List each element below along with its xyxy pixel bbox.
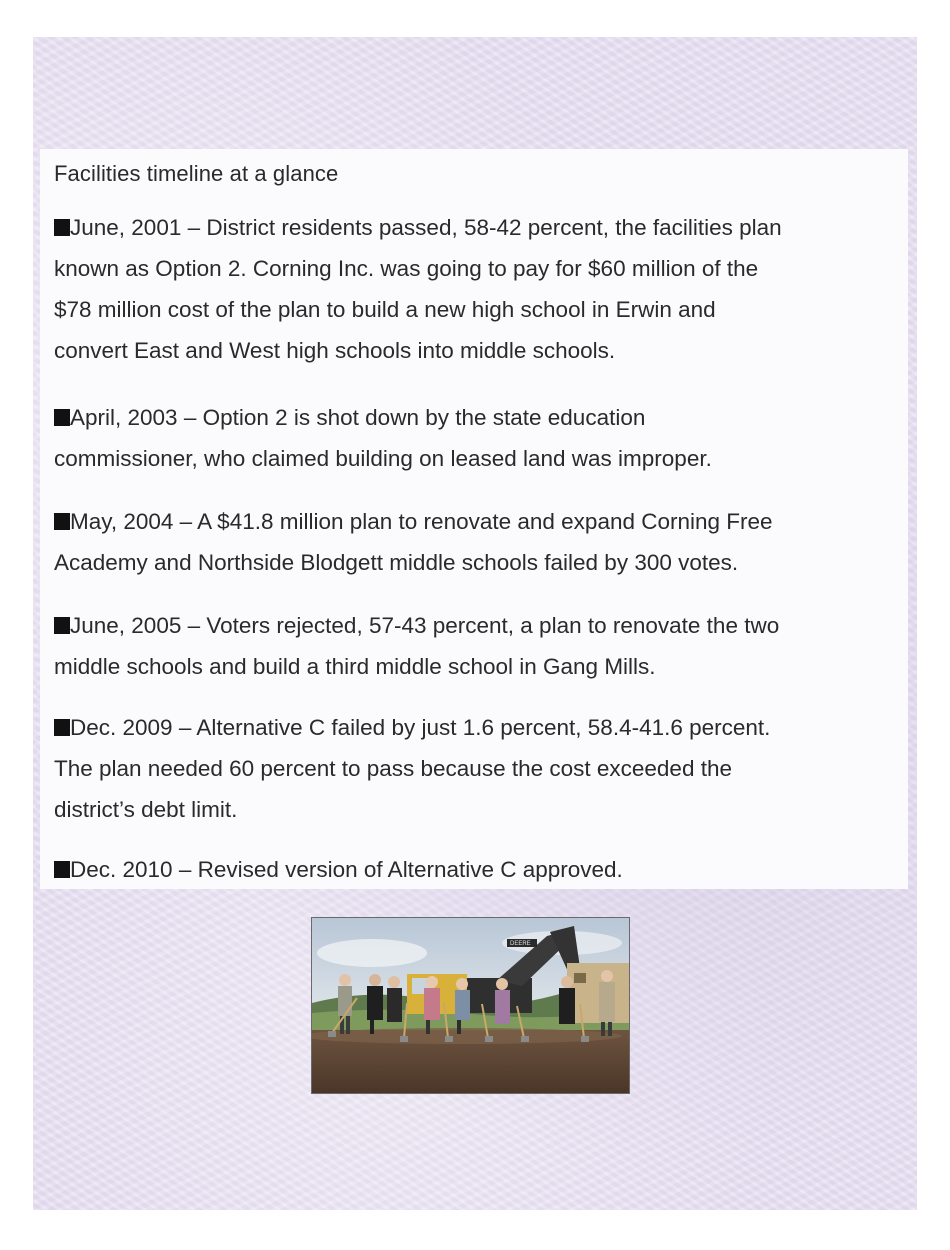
timeline-heading: Facilities timeline at a glance bbox=[54, 161, 339, 186]
entry-line: Dec. 2009 – Alternative C failed by just 1.6 percent, 58.4-41.6 percent. bbox=[54, 707, 908, 748]
square-bullet-icon bbox=[54, 219, 70, 236]
entry-line: commissioner, who claimed building on leased land was improper. bbox=[54, 446, 712, 471]
entry-line: April, 2003 – Option 2 is shot down by the state education bbox=[54, 397, 908, 438]
entry-line: district’s debt limit. bbox=[54, 797, 238, 822]
square-bullet-icon bbox=[54, 719, 70, 736]
entry-line: middle schools and build a third middle school in Gang Mills. bbox=[54, 654, 656, 679]
entry-line: June, 2001 – District residents passed, 58-42 percent, the facilities plan bbox=[54, 207, 908, 248]
entry-line: The plan needed 60 percent to pass because the cost exceeded the bbox=[54, 756, 732, 781]
timeline-entry-2001 bbox=[54, 207, 908, 371]
excavator-brand-text: DEERE bbox=[510, 941, 531, 947]
timeline-entry-2004 bbox=[54, 501, 908, 583]
entry-line: Dec. 2010 – Revised version of Alternative C approved. bbox=[54, 849, 908, 889]
entry-line: June, 2005 – Voters rejected, 57-43 percent, a plan to renovate the two bbox=[54, 605, 908, 646]
entry-line: Academy and Northside Blodgett middle schools failed by 300 votes. bbox=[54, 550, 739, 575]
timeline-text-box bbox=[40, 149, 908, 889]
timeline-entry-2009 bbox=[54, 707, 908, 830]
textured-paper-background bbox=[33, 37, 917, 1210]
groundbreaking-photo-illustration bbox=[312, 918, 629, 1093]
square-bullet-icon bbox=[54, 513, 70, 530]
groundbreaking-photo bbox=[311, 917, 630, 1094]
square-bullet-icon bbox=[54, 861, 70, 878]
entry-line: known as Option 2. Corning Inc. was going to pay for $60 million of the bbox=[54, 256, 759, 281]
square-bullet-icon bbox=[54, 409, 70, 426]
timeline-entry-2010 bbox=[54, 849, 908, 889]
square-bullet-icon bbox=[54, 617, 70, 634]
timeline-entry-2005 bbox=[54, 605, 908, 687]
entry-line: $78 million cost of the plan to build a new high school in Erwin and bbox=[54, 297, 716, 322]
entry-line: May, 2004 – A $41.8 million plan to renovate and expand Corning Free bbox=[54, 501, 908, 542]
timeline-entry-2003 bbox=[54, 397, 908, 479]
entry-line: convert East and West high schools into middle schools. bbox=[54, 338, 616, 363]
